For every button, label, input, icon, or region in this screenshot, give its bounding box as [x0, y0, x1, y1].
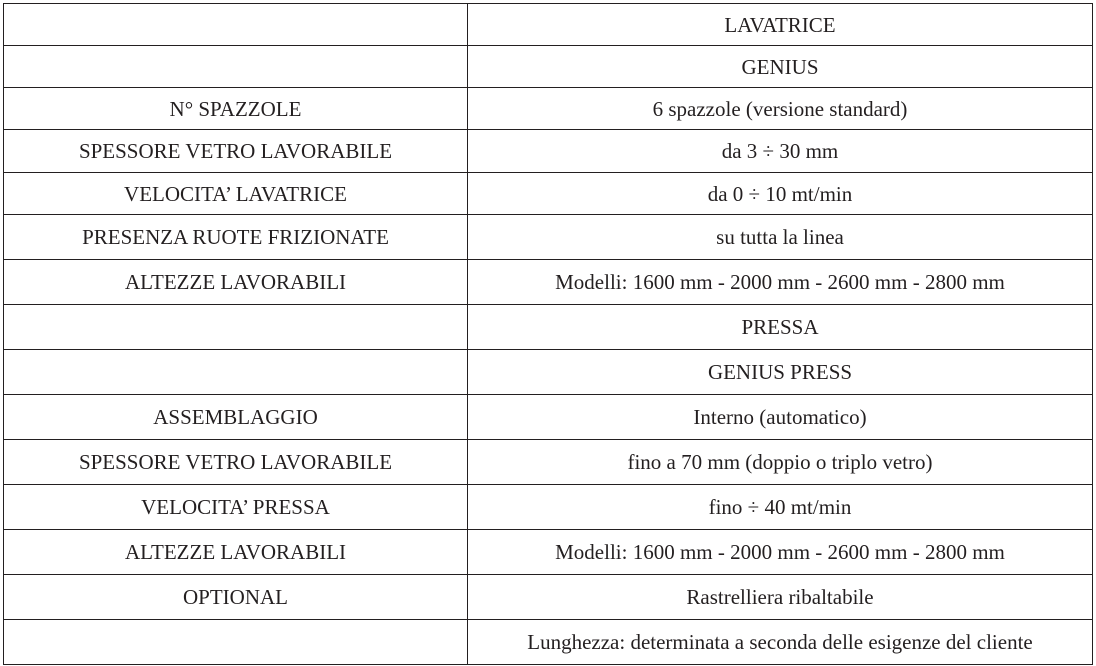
row-label: N° SPAZZOLE: [4, 88, 468, 130]
table-row: [4, 88, 1093, 130]
row-label: [4, 620, 468, 665]
table-row: [4, 4, 1093, 46]
row-label: SPESSORE VETRO LAVORABILE: [4, 440, 468, 485]
row-value: LAVATRICE: [468, 4, 1093, 46]
row-label: [4, 46, 468, 88]
row-value: da 0 ÷ 10 mt/min: [468, 173, 1093, 215]
row-value: da 3 ÷ 30 mm: [468, 130, 1093, 173]
row-value: PRESSA: [468, 305, 1093, 350]
row-label: [4, 350, 468, 395]
row-label: VELOCITA’ PRESSA: [4, 485, 468, 530]
table-row: [4, 305, 1093, 350]
row-label: ASSEMBLAGGIO: [4, 395, 468, 440]
row-label: VELOCITA’ LAVATRICE: [4, 173, 468, 215]
table-row: [4, 530, 1093, 575]
table-row: [4, 215, 1093, 260]
table-row: [4, 395, 1093, 440]
spec-table: [3, 3, 1093, 665]
row-label: ALTEZZE LAVORABILI: [4, 260, 468, 305]
row-value: Modelli: 1600 mm - 2000 mm - 2600 mm - 2800 mm: [468, 530, 1093, 575]
row-value: GENIUS: [468, 46, 1093, 88]
table-row: [4, 485, 1093, 530]
row-value: Lunghezza: determinata a seconda delle esigenze del cliente: [468, 620, 1093, 665]
row-label: SPESSORE VETRO LAVORABILE: [4, 130, 468, 173]
table-row: [4, 130, 1093, 173]
row-value: fino ÷ 40 mt/min: [468, 485, 1093, 530]
row-value: su tutta la linea: [468, 215, 1093, 260]
row-label: ALTEZZE LAVORABILI: [4, 530, 468, 575]
row-value: GENIUS PRESS: [468, 350, 1093, 395]
row-label: PRESENZA RUOTE FRIZIONATE: [4, 215, 468, 260]
row-value: Interno (automatico): [468, 395, 1093, 440]
table-row: [4, 575, 1093, 620]
table-row: [4, 173, 1093, 215]
table-row: [4, 620, 1093, 665]
table-row: [4, 46, 1093, 88]
table-row: [4, 260, 1093, 305]
row-label: OPTIONAL: [4, 575, 468, 620]
row-value: Rastrelliera ribaltabile: [468, 575, 1093, 620]
row-value: fino a 70 mm (doppio o triplo vetro): [468, 440, 1093, 485]
row-label: [4, 4, 468, 46]
row-value: 6 spazzole (versione standard): [468, 88, 1093, 130]
table-row: [4, 440, 1093, 485]
row-value: Modelli: 1600 mm - 2000 mm - 2600 mm - 2800 mm: [468, 260, 1093, 305]
row-label: [4, 305, 468, 350]
table-row: [4, 350, 1093, 395]
